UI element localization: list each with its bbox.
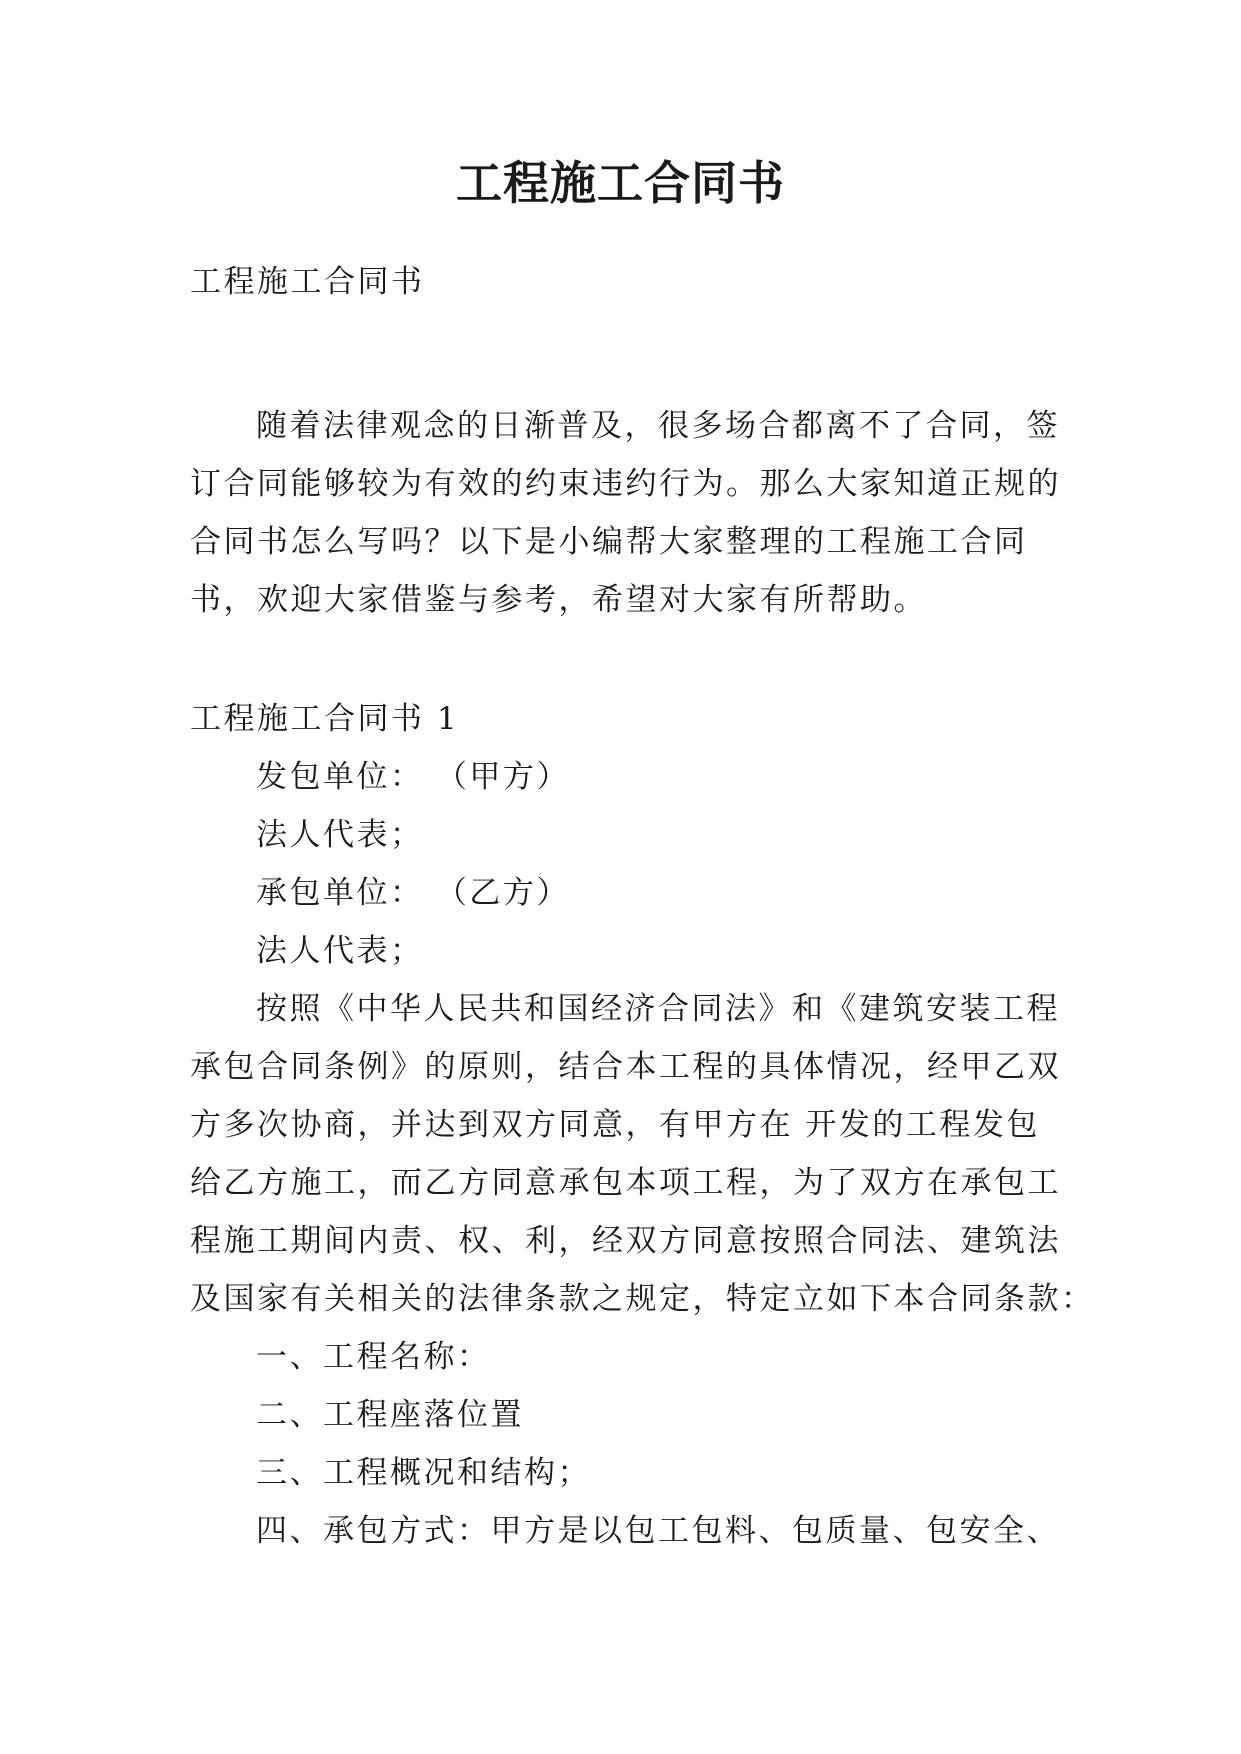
- document-subtitle: 工程施工合同书: [190, 264, 425, 300]
- body-line: 及国家有关相关的法律条款之规定，特定立如下本合同条款：: [190, 1281, 1095, 1317]
- body-line: 承包合同条例》的原则，结合本工程的具体情况，经甲乙双: [190, 1049, 1061, 1085]
- intro-line: 订合同能够较为有效的约束违约行为。那么大家知道正规的: [190, 466, 1061, 502]
- clause-line: 三、工程概况和结构；: [256, 1455, 591, 1491]
- body-line: 按照《中华人民共和国经济合同法》和《建筑安装工程: [256, 991, 1060, 1027]
- intro-line: 随着法律观念的日渐普及，很多场合都离不了合同，签: [256, 408, 1060, 444]
- body-line: 给乙方施工，而乙方同意承包本项工程，为了双方在承包工: [190, 1165, 1061, 1201]
- party-line: 法人代表；: [256, 933, 424, 969]
- clause-line: 一、工程名称：: [256, 1339, 491, 1375]
- party-line: 发包单位： （甲方）: [256, 759, 570, 795]
- intro-line: 合同书怎么写吗？以下是小编帮大家整理的工程施工合同: [190, 524, 1028, 560]
- body-line: 程施工期间内责、权、利，经双方同意按照合同法、建筑法: [190, 1223, 1061, 1259]
- intro-line: 书，欢迎大家借鉴与参考，希望对大家有所帮助。: [190, 582, 927, 618]
- section-title: 工程施工合同书 1: [190, 701, 460, 737]
- document-title: 工程施工合同书: [456, 156, 785, 210]
- body-line: 方多次协商，并达到双方同意，有甲方在 开发的工程发包: [190, 1107, 1040, 1143]
- party-line: 承包单位： （乙方）: [256, 875, 570, 911]
- clause-line: 二、工程座落位置: [256, 1397, 524, 1433]
- clause-line: 四、承包方式：甲方是以包工包料、包质量、包安全、: [256, 1513, 1060, 1549]
- party-line: 法人代表；: [256, 817, 424, 853]
